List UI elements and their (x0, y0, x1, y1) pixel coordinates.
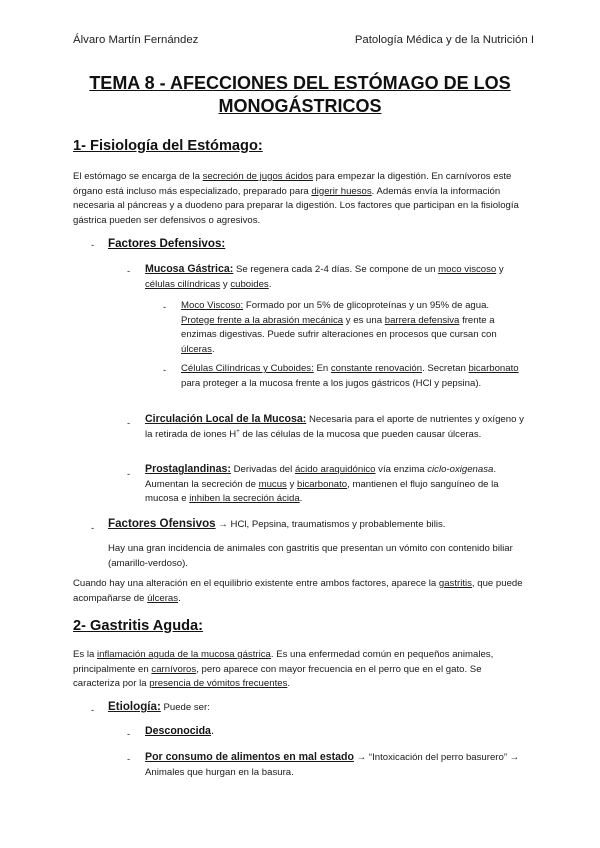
moco-viscoso-item (181, 299, 521, 357)
text: frente a enzimas digestivas. Puede sufrir alteraciones en procesos que cursan con (181, 314, 497, 340)
underlined-text: gastritis (438, 578, 472, 589)
title-line-1: TEMA 8 - AFECCIONES DEL ESTÓMAGO DE LOS (89, 73, 511, 93)
text: . (268, 278, 272, 290)
text: para proteger a la mucosa frente a los jugos gástricos (HCl y pepsina). (181, 377, 482, 389)
underlined-text: úlceras (147, 592, 179, 604)
bullet-dash: - (91, 523, 95, 534)
underlined-text: barrera defensiva (384, 314, 460, 326)
text: y (496, 264, 504, 275)
offensive-factors-heading: Factores Ofensivos (108, 517, 216, 530)
bullet-dash: - (163, 302, 167, 313)
bullet-dash: - (127, 754, 131, 765)
etiologia-heading: Etiología: (108, 700, 161, 713)
underlined-text: cuboides (230, 278, 269, 290)
bullet-dash: - (127, 729, 131, 740)
underlined-text: Protege frente a la abrasión mecánica (181, 314, 344, 326)
mucosa-gastrica-label: Mucosa Gástrica: (145, 263, 234, 275)
underlined-text: secreción de jugos ácidos (202, 171, 314, 182)
text: → “Intoxicación del perro basurero” → Animales que hurgan en la basura. (145, 752, 520, 778)
underlined-text: inhiben la secreción ácida (189, 493, 300, 504)
bullet-dash: - (127, 266, 131, 277)
unknown-label: Desconocida (145, 725, 211, 737)
underlined-text: ácido araquidónico (294, 464, 376, 475)
etiologia-item-unknown (145, 725, 214, 737)
etiologia-line (108, 700, 210, 713)
text: El estómago se encarga de la (73, 171, 203, 182)
bullet-dash: - (127, 469, 131, 480)
circulacion-label: Circulación Local de la Mucosa: (145, 413, 307, 425)
circulacion-item (145, 412, 530, 442)
text: , pero aparece con mayor frecuencia en el perro que en el gato. Se caracteriza por la (73, 663, 482, 689)
section-2-heading: 2- Gastritis Aguda: (73, 618, 204, 634)
text: . (299, 493, 303, 504)
text: , que puede acompañarse de (73, 578, 523, 604)
text: . Además envía la información necesaria al páncreas y a duodeno para preparar la digestión. Los factores que participan en la fisiología gástrica pueden ser defensivos o agresivos. (73, 185, 519, 226)
text: En (313, 363, 331, 374)
text: , mantienen el flujo sanguíneo de la mucosa e (145, 478, 499, 504)
text: Se regenera cada 2-4 días. Se compone de un (233, 264, 439, 275)
text: Formado por un 5% de glicoproteínas y un 95% de agua. (243, 300, 490, 311)
underlined-text: moco viscoso (438, 264, 497, 275)
bullet-dash: - (91, 240, 95, 251)
text: vía enzima (375, 464, 428, 475)
text: . Es una enfermedad común en pequeños animales, principalmente en (73, 649, 494, 675)
underlined-text: constante renovación (330, 363, 423, 374)
header-subject: Patología Médica y de la Nutrición I (354, 34, 534, 46)
underlined-text: presencia de vómitos frecuentes (149, 678, 288, 689)
offensive-factors-paragraph: Hay una gran incidencia de animales con gastritis que presentan un vómito con contenido biliar (amarillo-verdoso). (108, 543, 513, 569)
section-1-intro (73, 170, 528, 228)
food-label: Por consumo de alimentos en mal estado (145, 751, 354, 763)
offensive-factors-line (108, 517, 445, 530)
text: y (286, 478, 297, 490)
section-2-intro (73, 648, 528, 692)
text: . (178, 592, 181, 604)
text: . Secretan (422, 363, 469, 374)
underlined-text: células cilíndricas (145, 278, 221, 290)
page-title (60, 72, 540, 118)
text: para empezar la digestión. En carnívoros este órgano está incluso más especializado, preparado para (73, 171, 512, 197)
etiologia-item-food (145, 750, 535, 780)
text: Derivadas del (230, 464, 295, 475)
header-author: Álvaro Martín Fernández (73, 34, 199, 46)
text: Cuando hay una alteración en el equilibrio existente entre ambos factores, aparece la (73, 578, 439, 589)
title-line-2: MONOGÁSTRICOS (218, 96, 382, 116)
text: → HCl, Pepsina, traumatismos y probablemente bilis. (215, 519, 446, 530)
bullet-dash: - (91, 705, 95, 716)
mucosa-gastrica-item (145, 262, 530, 292)
underlined-text: bicarbonato (297, 478, 348, 490)
underlined-text: carnívoros (151, 663, 197, 675)
underlined-text: inflamación aguda de la mucosa gástrica (97, 649, 271, 660)
text: Necesaria para el aporte de nutrientes y oxígeno y la retirada de iones H (145, 414, 524, 440)
prostaglandinas-label: Prostaglandinas: (145, 463, 231, 475)
celulas-item (181, 362, 521, 391)
underlined-text: mucus (258, 478, 287, 490)
text: . (287, 678, 291, 689)
superscript: + (236, 428, 240, 435)
prostaglandinas-item (145, 462, 530, 507)
bullet-dash: - (163, 365, 167, 376)
bullet-dash: - (127, 418, 131, 429)
text: de las células de la mucosa que pueden causar úlceras. (239, 428, 482, 440)
text: . (210, 725, 214, 737)
text: y (220, 278, 231, 290)
text: . (211, 343, 215, 355)
underlined-text: úlceras (181, 343, 212, 355)
section-1-closing (73, 577, 528, 606)
underlined-text: digerir huesos (311, 185, 372, 197)
text: Puede ser: (160, 702, 210, 713)
moco-viscoso-label: Moco Viscoso: (181, 300, 244, 311)
italic-text: ciclo-oxigenasa (427, 464, 494, 475)
underlined-text: bicarbonato (468, 363, 519, 374)
section-1-heading: 1- Fisiología del Estómago: (73, 138, 263, 154)
defensive-factors-heading: Factores Defensivos: (108, 237, 226, 250)
celulas-label: Células Cilíndricas y Cuboides: (181, 363, 314, 374)
text: Es la (73, 649, 97, 660)
text: . Aumentan la secreción de (145, 464, 497, 490)
text: y es una (343, 314, 385, 326)
